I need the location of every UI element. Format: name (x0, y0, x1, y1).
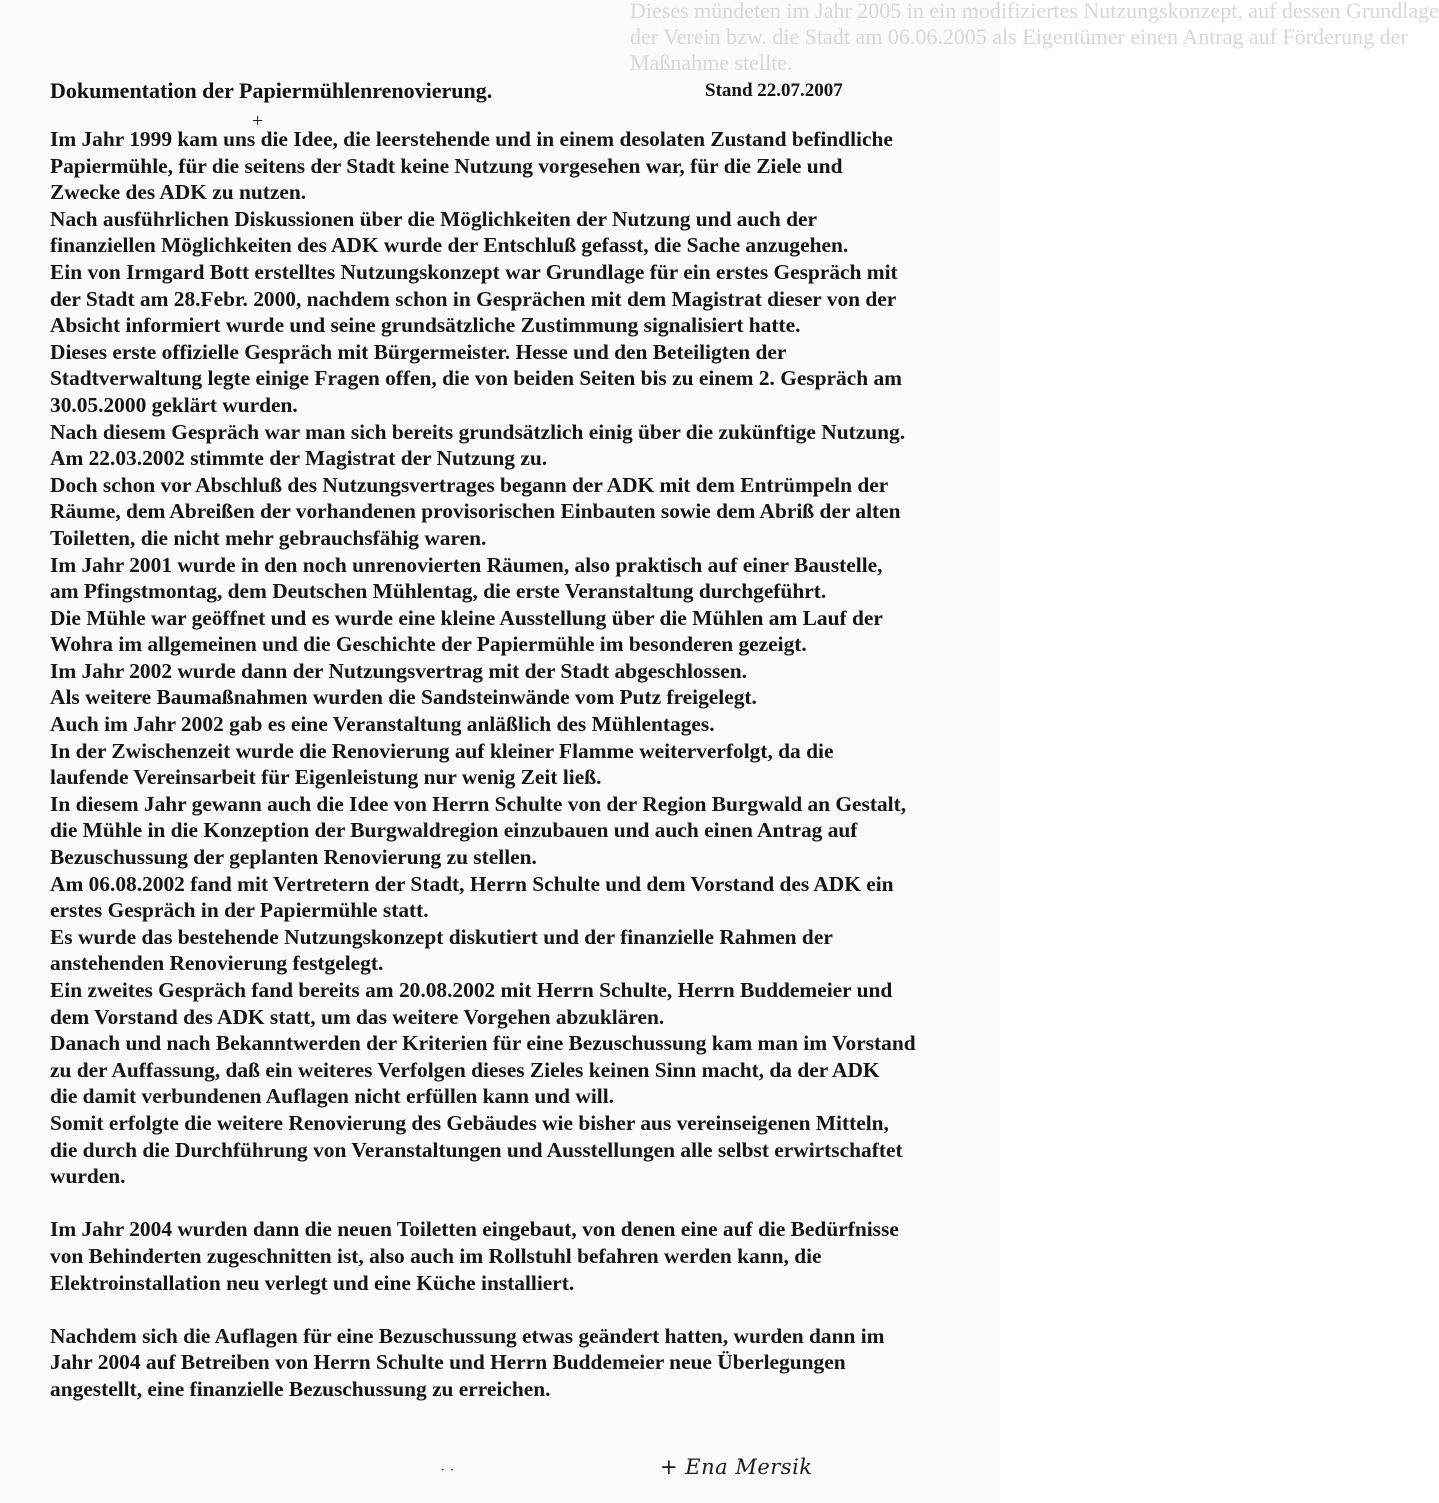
document-date: Stand 22.07.2007 (705, 80, 843, 101)
body-line: finanziellen Möglichkeiten des ADK wurde der Entschluß gefasst, die Sache anzugehen. (50, 233, 849, 258)
body-line: In der Zwischenzeit wurde die Renovierung auf kleiner Flamme weiterverfolgt, da die (50, 738, 834, 763)
body-line: Somit erfolgte die weitere Renovierung des Gebäudes wie bisher aus vereinseigenen Mitteln, (50, 1110, 889, 1135)
body-line: Bezuschussung der geplanten Renovierung zu stellen. (50, 845, 537, 870)
body-line: am Pfingstmontag, dem Deutschen Mühlentag, die erste Veranstaltung durchgeführt. (50, 579, 827, 604)
document-title: Dokumentation der Papiermühlenrenovierung. (50, 78, 493, 103)
bleed-through-text (630, 0, 1439, 76)
body-line: Im Jahr 2002 wurde dann der Nutzungsvertrag mit der Stadt abgeschlossen. (50, 658, 748, 683)
body-line: der Stadt am 28.Febr. 2000, nachdem schon in Gesprächen mit dem Magistrat dieser von der (50, 286, 897, 311)
scan-speck: · · (440, 1462, 455, 1479)
body-line: zu der Auffassung, daß ein weiteres Verfolgen dieses Zieles keinen Sinn macht, da der ADK (50, 1057, 880, 1082)
body-line: anstehenden Renovierung festgelegt. (50, 951, 384, 976)
body-line: angestellt, eine finanzielle Bezuschussung zu erreichen. (50, 1376, 551, 1401)
handwritten-mark: + (252, 110, 264, 132)
body-line: Nachdem sich die Auflagen für eine Bezuschussung etwas geändert hatten, wurden dann im (50, 1323, 885, 1348)
body-line: die durch die Durchführung von Veranstaltungen und Ausstellungen alle selbst erwirtschaftet (50, 1137, 903, 1162)
body-line: laufende Vereinsarbeit für Eigenleistung nur wenig Zeit ließ. (50, 765, 602, 790)
body-line: Stadtverwaltung legte einige Fragen offen, die von beiden Seiten bis zu einem 2. Gespräch am (50, 366, 903, 391)
body-line: Toiletten, die nicht mehr gebrauchsfähig waren. (50, 525, 487, 550)
body-line: Am 06.08.2002 fand mit Vertretern der Stadt, Herrn Schulte und dem Vorstand des ADK ein (50, 871, 894, 896)
body-line: Ein von Irmgard Bott erstelltes Nutzungskonzept war Grundlage für ein erstes Gespräch mit (50, 259, 898, 284)
handwritten-signature: + Ena Mersik (660, 1455, 813, 1479)
body-line: Papiermühle, für die seitens der Stadt keine Nutzung vorgesehen war, für die Ziele und (50, 153, 843, 178)
body-line: In diesem Jahr gewann auch die Idee von Herrn Schulte von der Region Burgwald an Gestalt, (50, 791, 907, 816)
body-line: Wohra im allgemeinen und die Geschichte der Papiermühle im besonderen gezeigt. (50, 632, 807, 657)
body-line: Als weitere Baumaßnahmen wurden die Sandsteinwände vom Putz freigelegt. (50, 685, 757, 710)
body-line: dem Vorstand des ADK statt, um das weitere Vorgehen abzuklären. (50, 1004, 665, 1029)
body-line: Doch schon vor Abschluß des Nutzungsvertrages begann der ADK mit dem Entrümpeln der (50, 472, 889, 497)
body-line: wurden. (50, 1164, 126, 1189)
body-line: erstes Gespräch in der Papiermühle statt. (50, 898, 429, 923)
bleed-line: Dieses mündeten im Jahr 2005 in ein modifiziertes Nutzungskonzept, auf dessen Grundlage (630, 0, 1439, 23)
body-line: Nach ausführlichen Diskussionen über die Möglichkeiten der Nutzung und auch der (50, 206, 818, 231)
body-line: 30.05.2000 geklärt wurden. (50, 392, 298, 417)
body-line: Absicht informiert wurde und seine grundsätzliche Zustimmung signalisiert hatte. (50, 313, 801, 338)
document-header (50, 78, 950, 106)
body-line: Räume, dem Abreißen der vorhandenen provisorischen Einbauten sowie dem Abriß der alten (50, 499, 901, 524)
body-line: Ein zweites Gespräch fand bereits am 20.08.2002 mit Herrn Schulte, Herrn Buddemeier und (50, 978, 893, 1002)
body-line: Im Jahr 2004 wurden dann die neuen Toiletten eingebaut, von denen eine auf die Bedürfnisse (50, 1217, 899, 1242)
body-line: Elektroinstallation neu verlegt und eine Küche installiert. (50, 1270, 575, 1295)
body-line: von Behinderten zugeschnitten ist, also auch im Rollstuhl befahren werden kann, die (50, 1243, 822, 1268)
body-line: Dieses erste offizielle Gespräch mit Bürgermeister. Hesse und den Beteiligten der (50, 339, 787, 364)
body-line: Im Jahr 2001 wurde in den noch unrenovierten Räumen, also praktisch auf einer Baustelle, (50, 552, 883, 577)
body-line: Auch im Jahr 2002 gab es eine Veranstaltung anläßlich des Mühlentages. (50, 712, 715, 737)
bleed-line: Maßnahme stellte. (630, 50, 793, 75)
body-line: Im Jahr 1999 kam uns die Idee, die leerstehende und in einem desolaten Zustand befindliche (50, 127, 893, 151)
body-line: die Mühle in die Konzeption der Burgwaldregion einzubauen und auch einen Antrag auf (50, 818, 858, 843)
body-line: Es wurde das bestehende Nutzungskonzept diskutiert und der finanzielle Rahmen der (50, 924, 833, 949)
body-line: Danach und nach Bekanntwerden der Kriterien für eine Bezuschussung kam man im Vorstand (50, 1031, 916, 1056)
document-body (50, 126, 950, 1403)
body-line: Zwecke des ADK zu nutzen. (50, 180, 307, 205)
paragraph-gap (50, 1296, 950, 1323)
body-line: Jahr 2004 auf Betreiben von Herrn Schulte und Herrn Buddemeier neue Überlegungen (50, 1350, 846, 1375)
bleed-line: der Verein bzw. die Stadt am 06.06.2005 als Eigentümer einen Antrag auf Förderung der (630, 24, 1408, 49)
body-line: die damit verbundenen Auflagen nicht erfüllen kann und will. (50, 1084, 614, 1109)
body-line: Die Mühle war geöffnet und es wurde eine kleine Ausstellung über die Mühlen am Lauf der (50, 605, 883, 630)
body-line: Am 22.03.2002 stimmte der Magistrat der Nutzung zu. (50, 446, 548, 471)
body-line: Nach diesem Gespräch war man sich bereits grundsätzlich einig über die zukünftige Nutzung. (50, 419, 906, 444)
paragraph-gap (50, 1190, 950, 1217)
